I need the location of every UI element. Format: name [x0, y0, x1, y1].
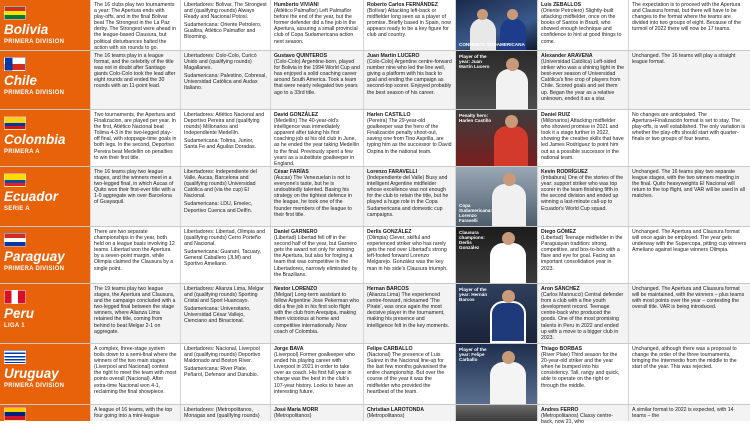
- division-name: SERIE A: [4, 206, 30, 212]
- format-cell: The 16 teams play two league stages, and the winners meet in a two-legged final, in which Aucas of Quito won their first-ever title with a 1-0 aggregate win over Barcelona of Guayaquil.: [90, 167, 180, 226]
- player-club: (Bolívar): [367, 8, 387, 15]
- coach-name: Gustavo QUINTEROS: [274, 53, 328, 59]
- table-row: [0, 110, 750, 167]
- qualifiers-cell: [180, 284, 270, 343]
- young-player-text: Central defender from a club with a fine youth development record. Teenage centre-back who produced the goods. One of the most promising talents in Peru in 2022 and ended up with a move to a bigger club in 2023.: [541, 292, 624, 341]
- table-row: [0, 344, 750, 405]
- coach-text: Former goalkeeper who ended his playing career with Liverpool in 2021 in order to take over as coach. His first full year in charge was the best in the club's 107-year history. Looks to have an interesting future.: [274, 352, 355, 395]
- player-text: Argentine centre-forward number nine who led the line well, giving a platform with his back to goal and ending the campaign as second-top scorer. Enjoyed probably the best season of his career.: [367, 59, 452, 96]
- young-player-name: Alexander ARAVENA: [541, 53, 593, 59]
- young-player-cell: [537, 405, 628, 426]
- country-header: [0, 284, 90, 343]
- photo-caption: Player of the year: Juan Martín Lucero: [459, 54, 490, 69]
- coach-text: Long-term assistant to fellow Argentine Jose Pekerman who did a fine job in his first solo flight with the club from Arequipa, making them victorious at home and competitive internationally. Now coach of Colombia.: [274, 292, 360, 335]
- table-row: [0, 227, 750, 284]
- player-club: (Nacional): [367, 352, 391, 359]
- peru-flag-icon: [4, 290, 26, 304]
- coach-name: Jorge BAVA: [274, 346, 304, 352]
- young-player-name: Kevin RODRÍGUEZ: [541, 169, 588, 175]
- bolivia-flag-icon: [4, 6, 26, 20]
- coach-cell: [270, 167, 363, 226]
- young-player-text: One of the stories of the year: support striker who was top scorer in the team finishing fifth in the second division and ended up winning a last-minute call-up to Ecuador's World Cup squad.: [541, 175, 624, 212]
- uruguay-flag-icon: [4, 350, 26, 364]
- coach-club: (Colo-Colo): [274, 59, 301, 66]
- photo-caption: Penalty hero: Harlen Castillo: [459, 113, 492, 123]
- coach-name: David GONZÁLEZ: [274, 112, 319, 118]
- coach-club: (Aucas): [274, 175, 292, 182]
- young-player-text: Slightly-built attacking midfielder, once on the books of Santos in Brazil, who showed enough technique and confidence to hint at good things to come.: [541, 8, 622, 45]
- outlook-cell: A similar format to 2022 is expected, with 14 teams – the: [628, 405, 750, 421]
- qualifiers-cell: [180, 405, 270, 421]
- format-cell: A complex, three-stage system boils down to a semi-final where the winners of the two main stages (Liverpool and Nacional) contest the right to meet the team with most points overall (Nacional). After extra-time Nacional won 4-1, reclaiming the final showpiece.: [90, 344, 180, 404]
- country-name: Bolivia: [4, 22, 49, 37]
- young-player-name: Andres FERRO: [541, 407, 579, 413]
- coach-text: Left Palmaflor before the end of the year, but the former defender did a fine job in the Apertura, assuring a small provincial club of Copa Sudamericana action next season.: [274, 8, 358, 45]
- player-text: The presence of Luis Suárez in the Nacional line-up for the last few months galvanised the entire championship. But over the course of the year it was the midfielder who provided the heartbeat of the team.: [367, 352, 447, 395]
- country-name: Peru: [4, 306, 35, 321]
- paraguay-flag-icon: [4, 233, 26, 247]
- young-player-club: (Oriente Petrolero): [541, 8, 584, 15]
- young-player-club: (Imbabura): [541, 175, 567, 182]
- format-cell: A league of 16 teams, with the top four going into a mini-league: [90, 405, 180, 421]
- player-cell: [363, 51, 455, 109]
- coach-cell: [270, 110, 363, 166]
- young-player-name: Luis ZEBALLOS: [541, 2, 582, 8]
- player-cell: [363, 167, 455, 226]
- country-header: [0, 167, 90, 226]
- player-photo: [455, 284, 537, 343]
- outlook-cell: Unchanged, although there was a proposal to change the order of the three tournaments, bringing the Intermedio from the middle to the start of the year. This was rejected.: [628, 344, 750, 404]
- venezuela-flag-icon: [4, 407, 26, 421]
- player-photo: [455, 0, 537, 50]
- photo-caption: CONMEBOL SUDAMERICANA: [459, 42, 525, 47]
- coach-text: The 40-year-old's intelligence was immediately apparent after taking his first coaching job at his old club in June, as he ended the year taking Medellín to the final. Previously spent a few years as a substitute goalkeeper in England.: [274, 118, 360, 167]
- sudamericana-qualifiers: Sudamericana: Universitario, Universidad César Vallejo, Cienciano and Binacional.: [184, 306, 251, 325]
- coach-text: The Venezuelan is not to everyone's taste, but he is undoubtedly talented. Basing his strategy on the tightest defence in the league, he took one of the founder members of the league to their first title.: [274, 175, 352, 218]
- libertadores-qualifiers: Libertadores: Colo-Colo, Curicó Unido and (qualifying rounds) Magallanes.: [184, 53, 257, 72]
- ecuador-flag-icon: [4, 173, 26, 187]
- division-name: PRIMERA DIVISION: [4, 440, 65, 446]
- table-row: [0, 51, 750, 110]
- country-header: [0, 344, 90, 404]
- player-cell: [363, 405, 455, 421]
- division-name: PRIMERA DIVISION: [4, 90, 65, 96]
- libertadores-qualifiers: Libertadores: Independiente del Valle, Aucas, Barcelona and (qualifying rounds) Universidad Católica and (via the cup) El Nacional.: [184, 169, 257, 200]
- player-text: The experienced centre-forward, nicknamed 'The Pirate', was once again the most decisive player in the tournament, making his presence and intelligence felt in the key moments.: [367, 292, 450, 329]
- coach-text: Argentine-born, played for Bolivia in the 1994 World Cup and has enjoyed a solid coaching career around South America. Took a team that were nearly relegated two years ago to a 33rd title.: [274, 59, 360, 96]
- country-name: Chile: [4, 73, 38, 88]
- sudamericana-qualifiers: Sudamericana: Guaraní, Tacuary, General Caballero (JLM) and Sportivo Ameliano.: [184, 249, 262, 268]
- libertadores-qualifiers: Libertadores: Nacional, Liverpool and (qualifying rounds) Deportivo Maldonado and Boston River.: [184, 346, 261, 365]
- chile-flag-icon: [4, 57, 26, 71]
- player-cell: [363, 284, 455, 343]
- coach-club: (Metropolitanos): [274, 413, 312, 420]
- country-name: Colombia: [4, 132, 66, 147]
- division-name: PRIMERA DIVISION: [4, 383, 65, 389]
- player-photo: [455, 344, 537, 404]
- country-header: [0, 51, 90, 109]
- sudamericana-qualifiers: Sudamericana: Oriente Petrolero, Gualtira, Atlético Palmaflor and Blooming.: [184, 22, 262, 41]
- young-player-text: Teenage midfielder in the Paraguayan tradition: strong, competitive, and box-to-box with a flare and eye for goal. Facing an important consolidation year in 2023.: [541, 235, 623, 272]
- country-name: Venezuela: [4, 423, 70, 438]
- country-name: Uruguay: [4, 366, 59, 381]
- country-header: [0, 110, 90, 166]
- libertadores-qualifiers: Libertadores: (Metropolitanos, Monagas and (qualifying rounds): [184, 407, 260, 420]
- player-name: Felipe CARBALLO: [367, 346, 413, 352]
- young-player-club: (Universidad Católica): [541, 59, 593, 66]
- young-player-club: (Metropolitanos): [541, 413, 579, 420]
- table-row: [0, 0, 750, 51]
- player-cell: [363, 0, 455, 50]
- format-cell: Two tournaments, the Apertura and Finalizacion, are played per year. In the first, Atlético Nacional beat Tolima 4-3 in the two-legged play-off final, with stoppage-time goals in both legs. In the second, Deportivo Pereira beat Medellín on penalties to win their first title.: [90, 110, 180, 166]
- coach-name: César FARÍAS: [274, 169, 309, 175]
- player-name: Lorenzo FARAVELLI: [367, 169, 418, 175]
- player-cell: [363, 110, 455, 166]
- young-player-text: Third season for the 20-year-old striker and the year when he bumped into his consistency. Tall, rangy and quick, able to operate on the right or through the middle.: [541, 352, 620, 389]
- sudamericana-qualifiers: Sudamericana: Tolima, Junior, Santa Fe and Águilas Doradas.: [184, 138, 257, 151]
- young-player-cell: [537, 167, 628, 226]
- coach-club: (Melgar): [274, 292, 294, 299]
- division-name: PRIMERA DIVISION: [4, 266, 65, 272]
- coach-cell: [270, 0, 363, 50]
- coach-cell: [270, 284, 363, 343]
- young-player-cell: [537, 0, 628, 50]
- country-header: [0, 0, 90, 50]
- coach-club: (Liverpool): [274, 352, 299, 359]
- player-club: (Metropolitanos): [367, 413, 405, 420]
- coach-club: (Medellín): [274, 118, 298, 125]
- coach-name: Daniel GARNERO: [274, 229, 318, 235]
- outlook-cell: Unchanged. The Apertura and Clausura format will be maintained, with the winners – plus teams with most points over the year – contesting the overall title. VAR is being introduced.: [628, 284, 750, 343]
- player-name: Roberto Carlos FERNÁNDEZ: [367, 2, 438, 8]
- sudamericana-qualifiers: Sudamericana: River Plate, Peñarol, Defensor and Danubio.: [184, 366, 259, 379]
- young-player-club: (Carlos Mannucci): [541, 292, 584, 299]
- outlook-cell: Unchanged. The Apertura and Clausura format will once again be employed. The year gets underway with the Supercopa, pitting cup winners Ameliano against league winners Olimpia.: [628, 227, 750, 283]
- country-header: [0, 227, 90, 283]
- outlook-cell: The expectation is to proceed with the Apertura and Clausura format, but there will have to be changes to the format where the teams are divided into two groups of eight. Because of the turmoil of 2022 there will now be 17 teams.: [628, 0, 750, 50]
- player-text: Attacking left-back or midfielder long seen as a player of promise. Briefly based in Spain, now appears ready to be a key figure for club and country.: [367, 8, 451, 39]
- young-player-cell: [537, 284, 628, 343]
- player-photo: [455, 227, 537, 283]
- qualifiers-cell: [180, 227, 270, 283]
- young-player-club: (Millonarios): [541, 118, 570, 125]
- player-club: (Alianza Lima): [367, 292, 401, 299]
- coach-cell: [270, 51, 363, 109]
- coach-name: Humberto VIVIANI: [274, 2, 319, 8]
- format-cell: There are two separate championships in the year, both held on a league basis involving 12 teams. Libertad won the Apertura by a seven-point margin, while Olimpia claimed the Clausura by a single point.: [90, 227, 180, 283]
- sudamericana-qualifiers: Sudamericana: LDU, Emelec, Deportivo Cuenca and Delfín.: [184, 201, 253, 214]
- photo-caption: Player of the year: Hernán Barcos: [459, 287, 488, 302]
- colombia-flag-icon: [4, 116, 26, 130]
- photo-caption: Clausura champions: Derlis González: [459, 230, 485, 250]
- young-player-name: Aron SÁNCHEZ: [541, 286, 580, 292]
- player-text: The 29-year-old goalkeeper was the hero of the Finalización penalty shoot-out, saving one from Tino Asprilla, are typing him as the successor to David Ospina in the national team.: [367, 118, 452, 155]
- young-player-text: Left-sided striker who was a shining light in the best-ever season of Universidad Católica's fine crop of players from Chile. Scored goals and set them up. Began the year as a relative unknown, ended it as a star.: [541, 59, 625, 102]
- player-photo: [455, 51, 537, 109]
- libertadores-qualifiers: Libertadores: Alianza Lima, Melgar and (qualifying rounds) Sporting Cristal and Sport Huancayo.: [184, 286, 264, 305]
- player-cell: [363, 344, 455, 404]
- player-name: Harlen CASTILLO: [367, 112, 411, 118]
- player-club: (Colo-Colo): [367, 59, 394, 66]
- young-player-name: Thiago BORBAS: [541, 346, 582, 352]
- young-player-cell: [537, 51, 628, 109]
- division-name: PRIMERA DIVISION: [4, 39, 65, 45]
- libertadores-qualifiers: Libertadores: Bolivar, The Strongest and (qualifying rounds) Always Ready and Nacional Potosí.: [184, 2, 267, 21]
- division-name: PRIMERA A: [4, 149, 40, 155]
- photo-caption: Copa Sudamericana: Lorenzo Faravelli: [459, 203, 492, 223]
- young-player-cell: [537, 344, 628, 404]
- player-cell: [363, 227, 455, 283]
- player-name: Juan Martín LUCERO: [367, 53, 420, 59]
- player-photo: [455, 167, 537, 226]
- qualifiers-cell: [180, 110, 270, 166]
- player-text: Busy and intelligent Argentine midfielder whose excellence was not enough for the club to retain the title, but he played a huge role in the Copa Sudamericana and domestic cup campaigns.: [367, 175, 449, 218]
- player-name: Derlis GONZÁLEZ: [367, 229, 412, 235]
- sudamericana-qualifiers: Sudamericana: Palestino, Cobresal, Universidad Católica and Audax Italiano.: [184, 73, 267, 92]
- player-club: (Olimpia): [367, 235, 389, 242]
- player-name: Hernan BARCOS: [367, 286, 409, 292]
- young-player-name: Daniel RUIZ: [541, 112, 571, 118]
- format-cell: The 16 clubs play two tournaments a year: The Apertura ends with play-offs, and in the final Bolivar beat The Strongest in the La Paz derby. The Strongest were ahead in the league-based Clausura, but political disturbances halted the action with six rounds to go.: [90, 0, 180, 50]
- outlook-cell: Unchanged. The 16 teams play two separate league stages, with the two winners meeting in the final. Quito heavyweights El Nacional will return to the top flight, and VAR will be used in all matches.: [628, 167, 750, 226]
- qualifiers-cell: [180, 0, 270, 50]
- young-player-name: Diego GÓMEZ: [541, 229, 576, 235]
- coach-cell: [270, 344, 363, 404]
- outlook-cell: No changes are anticipated. The Apertura+Finalización format is set to stay. The play-offs, is well established. The only variation is whether the play-offs should start with quarter-finals or two groups of four teams.: [628, 110, 750, 166]
- qualifiers-cell: [180, 344, 270, 404]
- qualifiers-cell: [180, 51, 270, 109]
- format-cell: The 19 teams play two league stages, the Apertura and Clausura, and the campaign concluded with a two-legged final between the stage winners, where Alianza Lima retained the title, coming from behind to beat Melgar 2-1 on aggregate.: [90, 284, 180, 343]
- coach-cell: [270, 227, 363, 283]
- player-text: Clever, skilful and experienced striker who has rarely gets the nod over Libertad's strong left-footed forward Lorenzo Melgarejo. González was the key man in his side's Clausura triumph.: [367, 235, 448, 272]
- table-row: [0, 405, 750, 446]
- player-club: (Independiente del Valle): [367, 175, 425, 182]
- coach-club: (Atlético Palmaflor): [274, 8, 318, 15]
- young-player-cell: [537, 227, 628, 283]
- format-cell: The 16 teams play in a league format, and the celebrity of the title was not in doubt after Santiago giants Colo-Colo took the lead after eight rounds and ended the 30 rounds with an 11-point lead.: [90, 51, 180, 109]
- young-player-cell: [537, 110, 628, 166]
- coach-text: Libertad fell off in the second half of the year, but Garnero gets the award not only for winning the Apertura, but also for forging a team that was competitive in the Libertadores, narrowly eliminated by the Brazilians.: [274, 235, 358, 278]
- young-player-club: (River Plate): [541, 352, 570, 359]
- country-name: Ecuador: [4, 189, 59, 204]
- libertadores-qualifiers: Libertadores: Atlético Nacional and Deportivo Pereira and (qualifying rounds) Millonarios and Independiente Medellín.: [184, 112, 265, 137]
- photo-caption: Player of the year: Felipe Carballo: [459, 347, 487, 362]
- player-club: (Pereira): [367, 118, 388, 125]
- player-photo: [455, 110, 537, 166]
- country-header: [0, 405, 90, 446]
- young-player-club: (Libertad): [541, 235, 564, 242]
- country-name: Paraguay: [4, 249, 65, 264]
- coach-name: Nestor LORENZO: [274, 286, 318, 292]
- player-photo: [455, 405, 537, 421]
- coach-club: (Libertad): [274, 235, 297, 242]
- coach-name: José María MORR: [274, 407, 319, 413]
- player-name: Christian LAROTONDA: [367, 407, 424, 413]
- outlook-cell: Unchanged. The 16 teams will play a straight league format.: [628, 51, 750, 109]
- young-player-text: Classy centre-back, now 21, who: [541, 413, 614, 426]
- young-player-text: Attacking midfielder who showed promise in 2021 and took it a stage further in 2022, showing the creative skills that have led James Rodríguez to point him out as a possible successor in the national team.: [541, 118, 624, 161]
- libertadores-qualifiers: Libertadores: Libertad, Olimpia and (qualifying rounds) Cerro Porteño and Nacional.: [184, 229, 266, 248]
- division-name: LIGA 1: [4, 323, 25, 329]
- table-row: [0, 284, 750, 344]
- qualifiers-cell: [180, 167, 270, 226]
- coach-cell: [270, 405, 363, 421]
- table-row: [0, 167, 750, 227]
